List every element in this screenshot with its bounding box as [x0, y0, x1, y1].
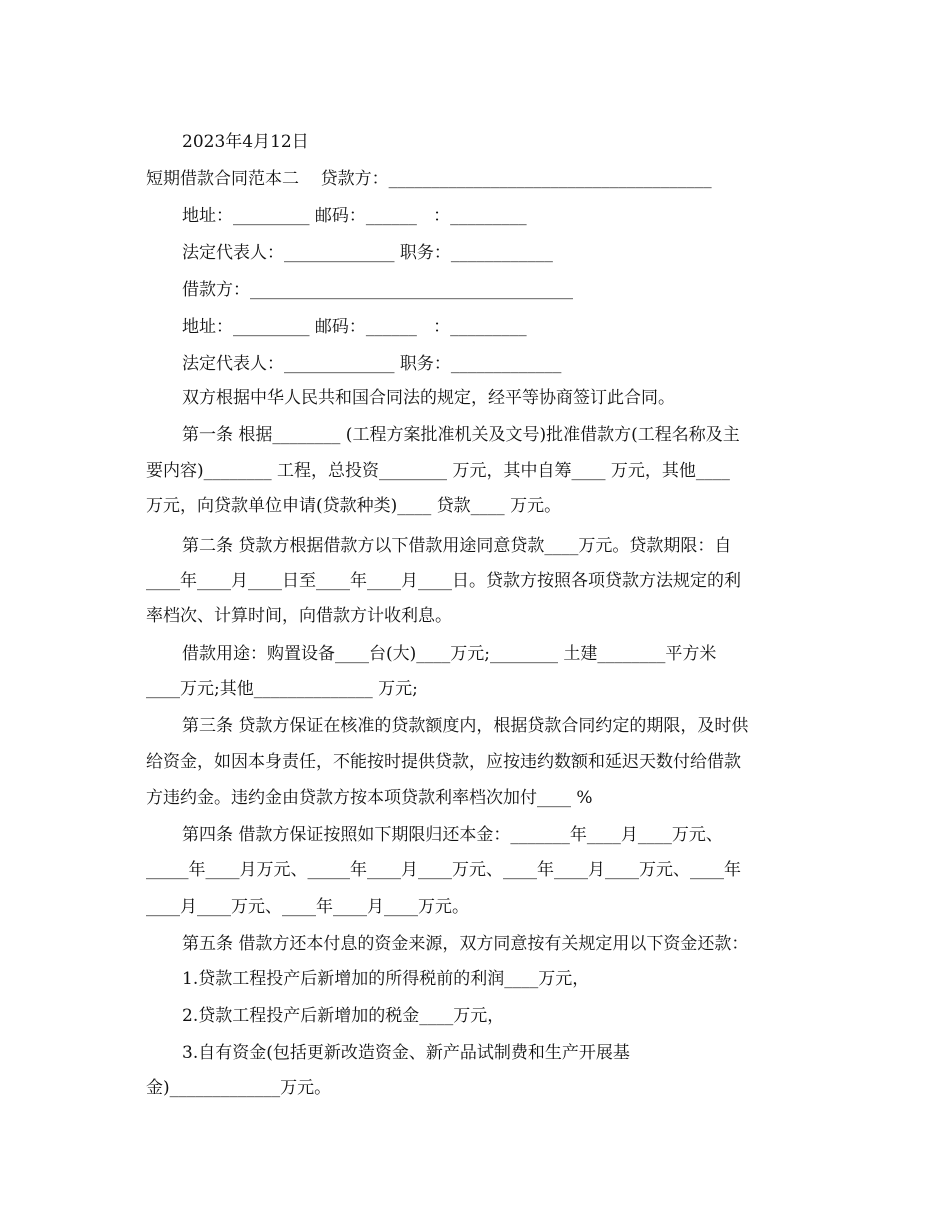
- lender-representative-line: 法定代表人：_____________ 职务：____________: [182, 243, 553, 263]
- article-4-line-2: _____年____月万元、_____年____月____万元、____年____月____万元、____年: [146, 860, 741, 880]
- borrower-line: 借款方：______________________________________: [182, 280, 573, 300]
- loan-purpose-line-1: 借款用途：购置设备____台(大)____万元;________ 土建________平方米: [182, 644, 717, 664]
- repayment-source-3-line-1: 3.自有资金(包括更新改造资金、新产品试制费和生产开展基: [182, 1043, 630, 1063]
- article-3-line-1: 第三条 贷款方保证在核准的贷款额度内，根据贷款合同约定的期限，及时供: [182, 716, 749, 736]
- borrower-representative-line: 法定代表人：_____________ 职务：_____________: [182, 354, 562, 374]
- article-1-line-1: 第一条 根据________ (工程方案批准机关及文号)批准借款方(工程名称及主: [182, 425, 740, 445]
- article-5-line-1: 第五条 借款方还本付息的资金来源，双方同意按有关规定用以下资金还款：: [182, 934, 749, 954]
- article-3-line-3: 方违约金。违约金由贷款方按本项贷款利率档次加付____ %: [146, 788, 593, 808]
- article-2-line-1: 第二条 贷款方根据借款方以下借款用途同意贷款____万元。贷款期限：自: [182, 536, 732, 556]
- article-4-line-1: 第四条 借款方保证按照如下期限归还本金：_______年____月____万元、: [182, 825, 723, 845]
- lender-address-line: 地址：_________ 邮码：______ ：_________: [182, 206, 527, 226]
- document-date: 2023年4月12日: [182, 132, 309, 152]
- article-2-line-3: 率档次、计算时间，向借款方计收利息。: [146, 606, 452, 626]
- article-4-line-3: ____月____万元、____年____月____万元。: [146, 897, 469, 917]
- article-1-line-2: 要内容)________ 工程，总投资________ 万元，其中自筹____ 万元，其他____: [146, 461, 730, 481]
- repayment-source-1: 1.贷款工程投产后新增加的所得税前的利润____万元，: [182, 969, 590, 989]
- repayment-source-3-line-2: 金)_____________万元。: [146, 1078, 332, 1098]
- article-1-line-3: 万元，向贷款单位申请(贷款种类)____ 贷款____ 万元。: [146, 496, 562, 516]
- contract-title-lender-line: 短期借款合同范本二 贷款方：______________________________________: [146, 169, 712, 189]
- loan-purpose-line-2: ____万元;其他______________ 万元;: [146, 679, 418, 699]
- repayment-source-2: 2.贷款工程投产后新增加的税金____万元，: [182, 1006, 505, 1026]
- borrower-address-line: 地址：_________ 邮码：______ ：_________: [182, 317, 527, 337]
- article-2-line-2: ____年____月____日至____年____月____日。贷款方按照各项贷款方法规定的利: [146, 571, 741, 591]
- article-3-line-2: 给资金，如因本身责任，不能按时提供贷款，应按违约数额和延迟天数付给借款: [146, 752, 741, 772]
- preamble-paragraph: 双方根据中华人民共和国合同法的规定，经平等协商签订此合同。: [182, 388, 675, 408]
